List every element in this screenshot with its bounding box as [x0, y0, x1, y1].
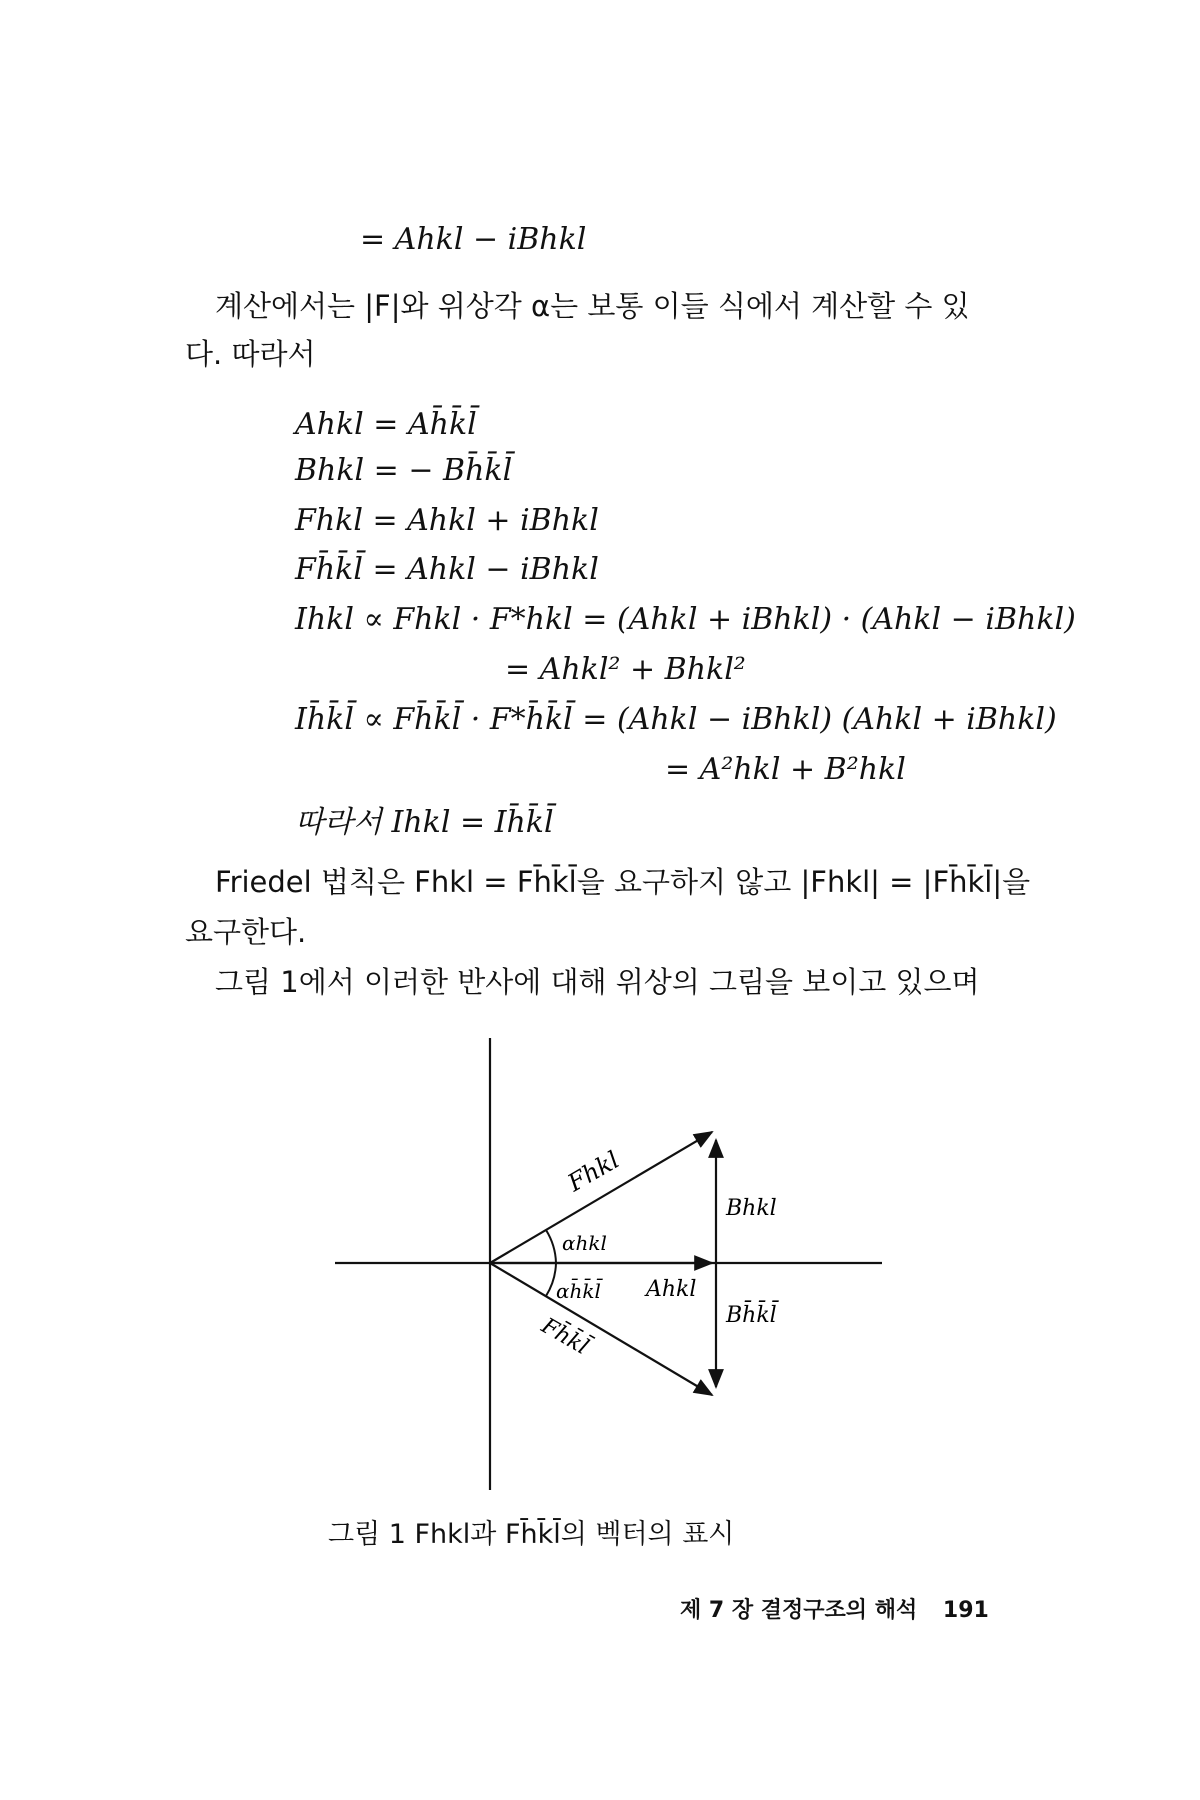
label-alpha-hkl: αhkl [562, 1231, 607, 1255]
label-b-bar: Bh̄k̄l̄ [726, 1303, 777, 1328]
paragraph-1-line-1: 계산에서는 |F|와 위상각 α는 보통 이들 식에서 계산할 수 있 [215, 289, 970, 323]
alpha-arc-upper [546, 1230, 556, 1263]
equation-7: Ih̄k̄l̄ ∝ Fh̄k̄l̄ · F*h̄k̄l̄ = (Ahkl − iBhkl) (Ahkl + iBhkl) [295, 702, 1057, 737]
label-f-hkl: Fhkl [563, 1145, 625, 1198]
paragraph-2-line-2: 요구한다. [185, 915, 307, 949]
equation-1: Ahkl = Ah̄k̄l̄ [295, 407, 477, 442]
equation-4: Fh̄k̄l̄ = Ahkl − iBhkl [295, 552, 599, 587]
equation-8: = A²hkl + B²hkl [665, 752, 906, 787]
paragraph-1-line-2: 다. 따라서 [185, 337, 316, 371]
paragraph-2-line-1: Friedel 법칙은 Fhkl = Fh̄k̄l̄을 요구하지 않고 |Fhkl| = |Fh̄k̄l̄|을 [215, 865, 1031, 899]
equation-5: Ihkl ∝ Fhkl · F*hkl = (Ahkl + iBhkl) · (Ahkl − iBhkl) [295, 602, 1076, 637]
page-number: 191 [942, 1598, 989, 1623]
paragraph-3-line-1: 그림 1에서 이러한 반사에 대해 위상의 그림을 보이고 있으며 [215, 965, 980, 999]
figure-caption: 그림 1 Fhkl과 Fh̄k̄l̄의 벡터의 표시 [328, 1519, 735, 1550]
equation-6: = Ahkl² + Bhkl² [505, 652, 746, 687]
equation-text: = Ahkl − iBhkl [360, 222, 587, 257]
label-b-hkl: Bhkl [726, 1196, 777, 1221]
label-f-bar: Fh̄k̄l̄ [537, 1313, 593, 1361]
label-a-hkl: Ahkl [646, 1277, 697, 1302]
chapter-title: 제 7 장 결정구조의 해석 [680, 1598, 918, 1623]
equation-3: Fhkl = Ahkl + iBhkl [295, 503, 599, 538]
equation-2: Bhkl = − Bh̄k̄l̄ [295, 453, 513, 488]
running-footer [680, 1593, 989, 1624]
label-alpha-bar: αh̄k̄l̄ [556, 1279, 601, 1303]
alpha-arc-lower [546, 1263, 556, 1296]
equation-9: 따라서 Ihkl = Ih̄k̄l̄ [295, 805, 554, 840]
